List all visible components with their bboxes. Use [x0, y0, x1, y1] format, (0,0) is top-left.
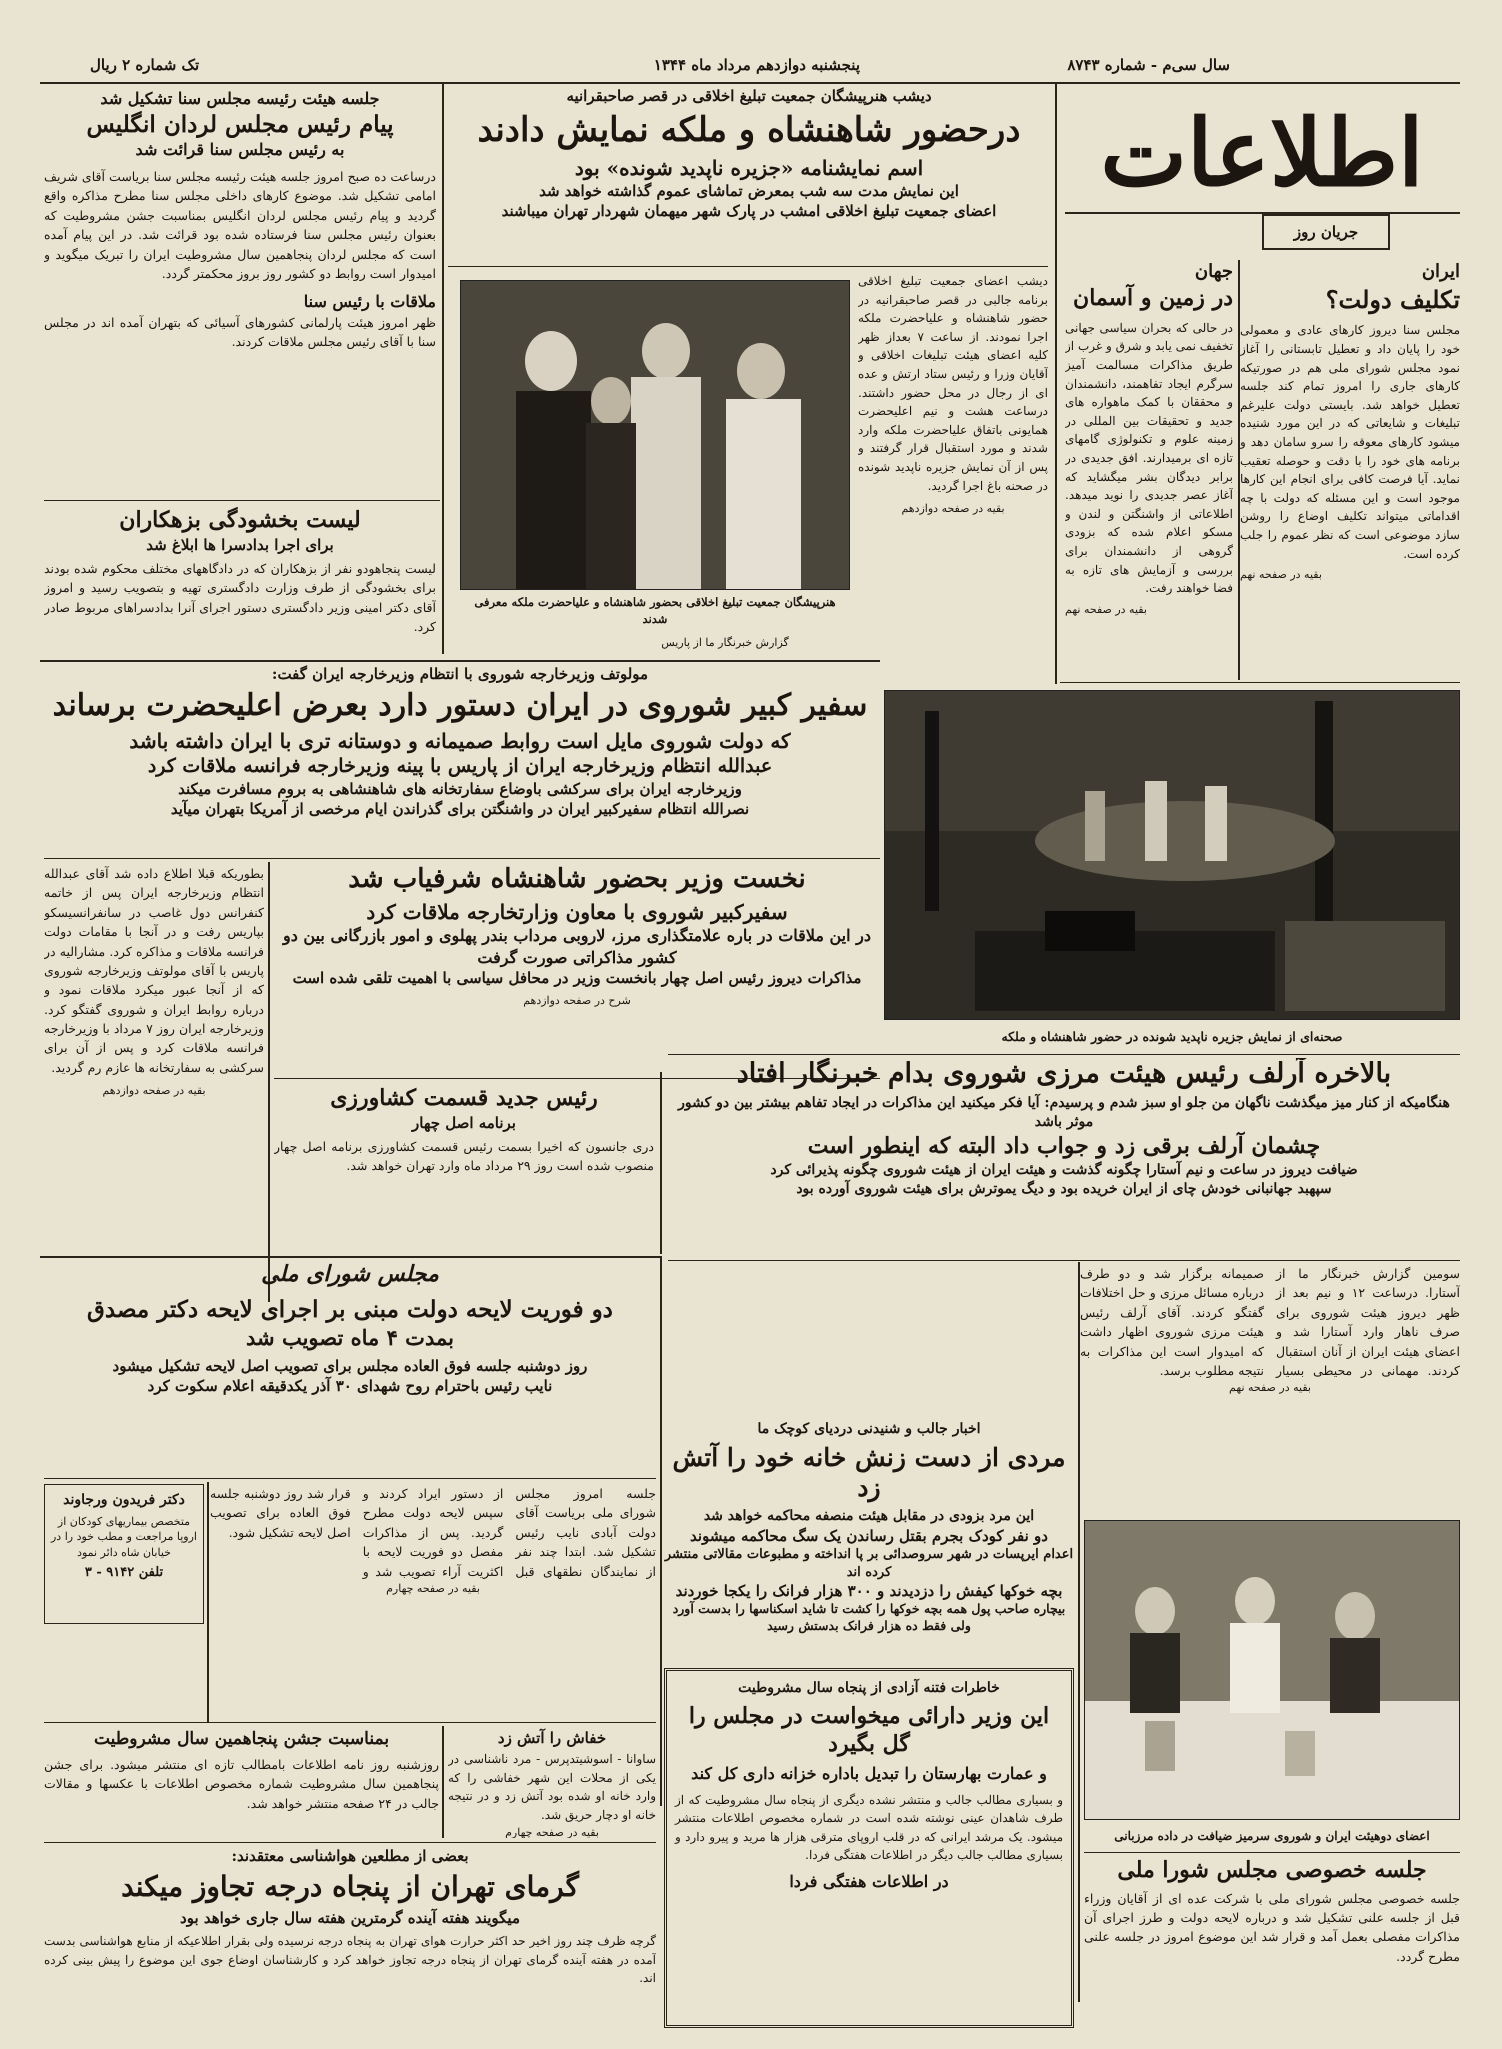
pm-continued: شرح در صفحه دوازدهم [523, 993, 631, 1007]
divider-anniversary [442, 1726, 444, 1838]
iran-title: تکلیف دولت؟ [1325, 285, 1460, 315]
lead-sub3: اعضای جمعیت تبلیغ اخلاقی امشب در پارک شهر میهمان شهردار تهران میباشند [501, 202, 997, 221]
pm-sub2: در این ملاقات در باره علامتگذاری مرز، لاروبی مرداب بندر پهلوی و امور بازرگانی بین دو کشور مذاکراتی صورت گرفت [282, 926, 871, 967]
show-photo-scene [885, 691, 1460, 1020]
lead-photo [460, 280, 850, 590]
masthead-logo [1062, 88, 1462, 218]
arlof-photo-caption: اعضای دوهیئت ایران و شوروی سرمیز ضیافت در داده مرزبانی [1114, 1829, 1430, 1843]
pm-headline: نخست وزیر بحضور شاهنشاه شرفیاب شد [348, 864, 806, 894]
small-news-sub2: دو نفر کودک بجرم بقتل رساندن یک سگ محاکمه میشوند [690, 1526, 1048, 1545]
soviet-continued: بقیه در صفحه دوازدهم [102, 1084, 206, 1098]
doctor-ad [44, 1484, 204, 1624]
arlof-continued: بقیه در صفحه نهم [1229, 1381, 1311, 1395]
lead-sub1: اسم نمایشنامه «جزیره ناپدید شونده» بود [574, 156, 924, 181]
lead-headline: درحضور شاهنشاه و ملکه نمایش دادند [477, 110, 1021, 151]
world-continued: بقیه در صفحه نهم [1065, 602, 1147, 616]
daily-label-box [1262, 214, 1390, 250]
heat-rule [44, 1842, 656, 1843]
arlof-body-text: سومین گزارش خبرنگار ما از آستارا. درساعت ۱۲ و نیم بعد از ظهر دیروز هیئت شوروی برای صرف ناهار وارد آستارا شد و اعضای هیئت ایران از آنان استقبال کردند. مهمانی در محیطی بسیار صمیمانه برگزار شد و دو طرف درباره مسائل مرزی و حل اختلافات گفتگو کردند. آقای آرلف رئیس هیئت مرزی شوروی اظهار داشت که امیدوار است این مذاکرات به نتیجه مطلوب برسد. [1080, 1266, 1460, 1378]
iran-world-rule [1060, 682, 1460, 683]
agriculture-sub: برنامه اصل چهار [412, 1113, 516, 1132]
senate-headline: پیام رئیس مجلس لردان انگلیس [86, 110, 394, 138]
majlis-body-text: جلسه امروز مجلس شورای ملی بریاست آقای دولت آبادی نایب رئیس تشکیل شد. ابتدا چند نفر از نمایندگان نطقهای قبل از دستور ایراد کردند و سپس لایحه دولت مطرح گردید. پس از مذاکرات مفصل دو فوریت لایحه با اکثریت آراء تصویب شد و قرار شد روز دوشنبه جلسه فوق العاده برای تصویب اصل لایحه تشکیل شود. [210, 1486, 656, 1579]
khafash-story [448, 1728, 656, 1838]
show-photo-caption: صحنه‌ای از نمایش جزیره ناپدید شونده در حضور شاهنشاه و ملکه [1001, 1029, 1343, 1044]
lead-photo-figures [461, 281, 850, 590]
world-body: در حالی که بحران سیاسی جهانی تخفیف نمی یابد و شرق و غرب از طریق مذاکرات مسالمت آمیز سرگرم ایجاد تفاهمند، دانشمندان و محققان با کمک ماهواره های جدید و تحقیقات بین المللی در زمینه علوم و تکنولوژی گامهای تازه ای برمیدارند. افق جدیدی در برابر دیدگان بشر میگشاید که آغاز عصر جدیدی را نوید میدهد. اطلاعاتی از واشنگتن و لندن و مسکو اعلام شده که بزودی گروهی از دانشمندان برای بررسی و آزمایش های تازه به فضا خواهند رفت. [1065, 320, 1233, 596]
show-photo-rule [668, 1054, 1460, 1055]
khafash-body: ساوانا - اسوشیتدپرس - مرد ناشناسی در یکی از محلات این شهر خفاشی را که وارد خانه او شده بود آتش زد و در نتیجه خانه او دچار حریق شد. [448, 1752, 656, 1823]
freedom-kicker: خاطرات فتنه آزادی از پنجاه سال مشروطیت [738, 1680, 1000, 1696]
divider-iran-world [1238, 260, 1240, 680]
small-news-sub1: این مرد بزودی در مقابل هیئت منصفه محاکمه خواهد شد [703, 1507, 1035, 1524]
majlis-label: مجلس شورای ملی [261, 1261, 439, 1287]
arlof-sub2: چشمان آرلف برقی زد و جواب داد البته که اینطور است [807, 1133, 1321, 1160]
senate-meeting-body: ظهر امروز هیئت پارلمانی کشورهای آسیائی که بتهران آمده اند در مجلس سنا با آقای رئیس مجلس ملاقات کردند. [44, 314, 436, 350]
senate-meeting-title: ملاقات با رئیس سنا [303, 292, 436, 312]
pardons-story [44, 506, 436, 656]
anniversary-title: بمناسبت جشن پنجاهمین سال مشروطیت [93, 1729, 390, 1749]
divider-agri-arlof [660, 1072, 662, 1254]
small-news-sub5: بیچاره صاحب پول همه بچه خوکها را کشت تا شاید اسکناسها را بدست آورد ولی فقط ده هزار فرانک بدستش رسید [672, 1601, 1066, 1634]
daily-label: جریان روز [1293, 223, 1359, 241]
freedom-body: و بسیاری مطالب جالب و منتشر نشده دیگری از پنجاه سال مشروطیت که از طرف شاهدان عینی نوشته شده است در شماره مخصوص اطلاعات منتشر میشود. یک مرشد ایرانی که در قلب اروپای مترقی هزار ها مرید و پیرو دارد و بسیاری مطالب جالب دیگر در اطلاعات هفتگی فردا. [675, 1792, 1063, 1863]
show-photo [884, 690, 1460, 1020]
lead-body [858, 272, 1048, 642]
lead-header [448, 86, 1050, 266]
khafash-title: خفاش را آتش زد [497, 1729, 607, 1747]
divider-soviet-body [268, 862, 270, 1302]
soviet-body [44, 864, 264, 1324]
divider-ad [207, 1482, 209, 1722]
mid-rule-2 [40, 1256, 660, 1258]
world-title: در زمین و آسمان [1073, 285, 1233, 312]
assembly-story [1084, 1856, 1460, 2026]
majlis-rule [44, 1478, 656, 1479]
iran-body: مجلس سنا دیروز کارهای عادی و معمولی خود را پایان داد و تعطیل تابستانی را آغاز نمود مجلس شورای ملی هم در صورتیکه کارهای جاری را امروز تمام کند جلسه تعطیل خواهد شد. بایستی دولت علیرغم تبلیغات و شایعاتی که در این مورد شنیده میشود کارهای معوقه را سرو سامان دهد و برنامه های خود را با دقت و حوصله تعقیب نماید. آیا فرصت کافی برای انجام این کارها موجود است و این مسئله که دولت با چه اقداماتی میتواند تکلیف اوضاع را روشن سازد موضوعی است که نظر عموم را جلب کرده است. [1240, 323, 1460, 561]
assembly-rule [1084, 1852, 1460, 1853]
world-section: جهان [1194, 261, 1233, 282]
majlis-sub2: روز دوشنبه جلسه فوق العاده مجلس برای تصویب اصل لایحه تشکیل میشود [112, 1356, 588, 1375]
small-news-sub4: بچه خوکها کیفش را دزدیدند و ۳۰۰ هزار فرانک را یکجا خوردند [675, 1582, 1063, 1601]
masthead-rule [40, 82, 1460, 84]
iran-continued: بقیه در صفحه نهم [1240, 568, 1322, 582]
majlis-headline: دو فوریت لایحه دولت مبنی بر اجرای لایحه دکتر مصدق [87, 1295, 613, 1323]
lead-photo-credit: گزارش خبرنگار ما از پاریس [661, 636, 789, 649]
arlof-photo [1084, 1520, 1460, 1820]
soviet-kicker: مولوتف وزیرخارجه شوروی با انتظام وزیرخارجه ایران گفت: [271, 665, 649, 683]
majlis-sub: بمدت ۴ ماه تصویب شد [246, 1325, 454, 1351]
heat-story [44, 1846, 656, 2026]
freedom-sub: و عمارت بهارستان را تبدیل باداره خزانه داری کل کند [691, 1764, 1047, 1784]
pm-sub3: مذاکرات دیروز رئیس اصل چهار بانخست وزیر در محافل سیاسی با اهمیت تلقی شده است [292, 969, 862, 988]
date-line: پنجشنبه دوازدهم مرداد ماه ۱۳۴۴ [653, 56, 860, 74]
issue-line: سال سی‌م - شماره ۸۷۴۳ [1067, 56, 1230, 74]
lead-continued: بقیه در صفحه دوازدهم [901, 502, 1005, 516]
senate-body: درساعت ده صبح امروز جلسه هیئت رئیسه مجلس سنا بریاست آقای شریف امامی تشکیل شد. موضوع کارهای داخلی مجلس سنا مطرح مذاکره واقع گردید و پیام رئیس مجلس لردان انگلیس بمناسبت جشن مشروطیت که بعنوان رئیس مجلس سنا فرستاده شده بود قرائت شد. در این پیام آمده است که مجلس لردان پنجاهمین سال مشروطیت ایران را تبریک میگوید و امیدوار است روابط دو کشور روز بروز محکمتر گردد. [44, 169, 436, 281]
arlof-header [668, 1058, 1460, 1258]
lead-body-text: دیشب اعضای جمعیت تبلیغ اخلاقی برنامه جالبی در قصر صاحبقرانیه در حضور شاهنشاه و علیاحضرت ملکه اجرا نمودند. از ساعت ۷ بعداز ظهر کلیه اعضای هیئت تبلیغات اخلاقی و آقایان وزرا و رئیس ستاد ارتش و عده ای از رجال در محل حضور داشتند. درساعت هشت و نیم اعلیحضرت همایونی باتفاق علیاحضرت ملکه وارد شدند و مورد استقبال قرار گرفتند و پس از آن نمایش جزیره ناپدید شونده در صحنه باغ اجرا گردید. [858, 274, 1048, 493]
small-news-sub3: اعدام ایرپسات در شهر سروصدائی بر پا انداخته و مطبوعات مقالاتی منتشر کرده اند [664, 1547, 1074, 1580]
masthead-date-bar [40, 52, 1460, 82]
divider-lead-right [1055, 84, 1057, 684]
soviet-sub1: که دولت شوروی مایل است روابط صمیمانه و دوستانه تری با ایران داشته باشد [129, 729, 791, 754]
arlof-headline: بالاخره آرلف رئیس هیئت مرزی شوروی بدام خبرنگار افتاد [736, 1058, 1392, 1089]
anniversary-body: روزشنبه روز نامه اطلاعات بامطالب تازه ای منتشر میشود. برای جشن پنجاهمین سال مشروطیت شماره مخصوص اطلاعات با عکسها و مقالات جالب در ۲۴ صفحه منتشر خواهد شد. [44, 1756, 439, 1811]
ad-phone: تلفن ۹۱۴۲ - ۳ [84, 1565, 164, 1581]
divider-small-news [660, 1256, 662, 1806]
agriculture-story [274, 1084, 654, 1224]
small-news-headline: مردی از دست زنش خانه خود را آتش زد [672, 1442, 1066, 1502]
arlof-sub4: سپهبد جهانبانی خودش چای از ایران خریده بود و دیگ یموترش برای هیئت شوروی آورده بود [796, 1180, 1332, 1197]
assembly-headline: جلسه خصوصی مجلس شورا ملی [1117, 1857, 1427, 1883]
senate-sub: به رئیس مجلس سنا قرائت شد [135, 140, 345, 160]
agriculture-title: رئیس جدید قسمت کشاورزی [330, 1085, 598, 1111]
senate-story [44, 88, 436, 498]
newspaper-name: اطلاعات [1100, 99, 1424, 207]
column-world [1065, 260, 1233, 680]
arlof-sub3: ضیافت دیروز در ساعت و نیم آستارا چگونه گذشت و هیئت ایران از هیئت شوروی چگونه پذیرائی کرد [770, 1161, 1358, 1178]
heat-headline: گرمای تهران از پنجاه درجه تجاوز میکند [121, 1870, 579, 1904]
soviet-sub2: عبدالله انتظام وزیرخارجه ایران از پاریس با پینه وزیرخارجه فرانسه ملاقات کرد [147, 755, 773, 778]
soviet-sub4: نصرالله انتظام سفیرکبیر ایران در واشنگتن برای گذراندن ایام مرخصی از آمریکا بتهران میآید [170, 800, 750, 819]
mid-rule-1 [40, 660, 880, 662]
soviet-sub3: وزیرخارجه ایران برای سرکشی باوضاع سفارتخانه های شاهنشاهی به بروم مسافرت میکند [178, 779, 742, 798]
soviet-header [44, 664, 876, 856]
pm-story [274, 864, 880, 1074]
majlis-continued: بقیه در صفحه چهارم [386, 1581, 480, 1595]
arlof-sub1: هنگامیکه از کنار میز میگذشت ناگهان من جلو او سبز شدم و پرسیدم: آیا فکر میکنید این مذاکرات در ایجاد تفاهم بیشتر بین دو کشور موثر باشد [678, 1095, 1450, 1131]
senate-rule [44, 500, 440, 501]
heat-sub: میگویند هفته آینده گرمترین هفته سال جاری خواهد بود [180, 1908, 520, 1927]
ad-body: متخصص بیماریهای کودکان از اروپا مراجعت و مطب خود را در خیابان شاه دائر نمود [51, 1514, 197, 1559]
iran-section: ایران [1421, 261, 1460, 282]
arlof-body [1080, 1264, 1460, 1514]
soviet-body-text: بطوریکه قبلا اطلاع داده شد آقای عبدالله انتظام وزیرخارجه ایران پس از خاتمه کنفرانس دول غاصب در سانفرانسیسکو بپاریس رفت و در آنجا با مقامات دولت فرانسه ملاقات و مذاکره کرد. مشارالیه در پاریس با آقای مولوتف وزیرخارجه شوروی که از آنجا عبور میکرد ملاقات نمود و درباره روابط ایران و شوروی گفتگو کرد. وزیرخارجه ایران روز ۷ مرداد با وزیرخارجه فرانسه ملاقات کرد و پس از آن برای سرکشی به سفارتخانه ها عازم رم گردید. [44, 866, 264, 1075]
pardons-title: لیست بخشودگی بزهکاران [119, 507, 361, 533]
lead-kicker: دیشب هنرپیشگان جمعیت تبلیغ اخلاقی در قصر صاحبقرانیه [566, 87, 932, 105]
ad-name: دکتر فریدون ورجاوند [63, 1492, 185, 1508]
price-line: تک شماره ۲ ریال [90, 56, 200, 74]
divider-arlof-photo [1078, 1262, 1080, 2002]
soviet-headline: سفیر کبیر شوروی در ایران دستور دارد بعرض اعلیحضرت برساند [52, 688, 868, 724]
arlof-photo-dinner [1085, 1521, 1460, 1820]
khafash-continued: بقیه در صفحه چهارم [505, 1825, 599, 1838]
pardons-sub: برای اجرا بدادسرا ها ابلاغ شد [146, 535, 334, 554]
arlof-rule [668, 1260, 1460, 1261]
pm-sub: سفیرکبیر شوروی با معاون وزارتخارجه ملاقات کرد [366, 900, 788, 925]
anniversary-story [44, 1728, 439, 1838]
heat-body: گرچه ظرف چند روز اخیر حد اکثر حرارت هوای تهران به پنجاه درجه نرسیده ولی بقرار اطلاعیکه از منابع هواشناسی بدست آمده در هفته آینده گرمای تهران از پنجاه درجه تجاوز خواهد کرد و کارشناسان اوضاع جوی این موضوع را پیش بینی کرده اند. [44, 1934, 656, 1986]
freedom-box [664, 1668, 1074, 2028]
pardons-body: لیست پنجاهودو نفر از بزهکاران که در دادگاههای مختلف محکوم شده بودند برای بخشودگی از طرف وزارت دادگستری تهیه و بتصویب رسید و امروز آقای دکتر امینی وزیر دادگستری دستور اجرای آنرا بدادسراهای مربوط صادر کرد. [44, 560, 436, 634]
freedom-headline: این وزیر دارائی میخواست در مجلس را گل بگیرد [688, 1702, 1050, 1758]
small-news-label: اخبار جالب و شنیدنی دردیای کوچک ما [757, 1421, 981, 1437]
assembly-body: جلسه خصوصی مجلس شورای ملی با شرکت عده ای از آقایان وزراء قبل از جلسه علنی تشکیل شد و درباره لایحه دولت و طرز اجرای آن مذاکرات مفصلی بعمل آمد و قرار شد این موضوع امروز در جلسه علنی مطرح گردد. [1084, 1890, 1460, 1964]
majlis-header [44, 1260, 656, 1476]
heat-kicker: بعضی از مطلعین هواشناسی معتقدند: [231, 1847, 469, 1865]
divider-lead-left [442, 84, 444, 654]
ad-rule [44, 1722, 656, 1723]
small-news-story [664, 1420, 1074, 1660]
lead-sub2: این نمایش مدت سه شب بمعرض تماشای عموم گذاشته خواهد شد [539, 182, 959, 201]
agriculture-body: دری جانسون که اخیرا بسمت رئیس قسمت کشاورزی برنامه اصل چهار منصوب شده است روز ۲۹ مرداد ماه وارد تهران خواهد شد. [274, 1138, 654, 1174]
majlis-sub3: نایب رئیس باحترام روح شهدای ۳۰ آذر یکدقیقه اعلام سکوت کرد [147, 1377, 553, 1396]
soviet-rule [44, 858, 880, 859]
lead-header-rule [448, 266, 1048, 267]
freedom-footer: در اطلاعات هفتگی فردا [789, 1872, 949, 1892]
senate-title: جلسه هیئت رئیسه مجلس سنا تشکیل شد [100, 89, 380, 108]
lead-photo-caption: هنرپیشگان جمعیت تبلیغ اخلاقی بحضور شاهنشاه و علیاحضرت ملکه معرفی شدند [474, 595, 836, 626]
column-iran [1240, 260, 1460, 680]
